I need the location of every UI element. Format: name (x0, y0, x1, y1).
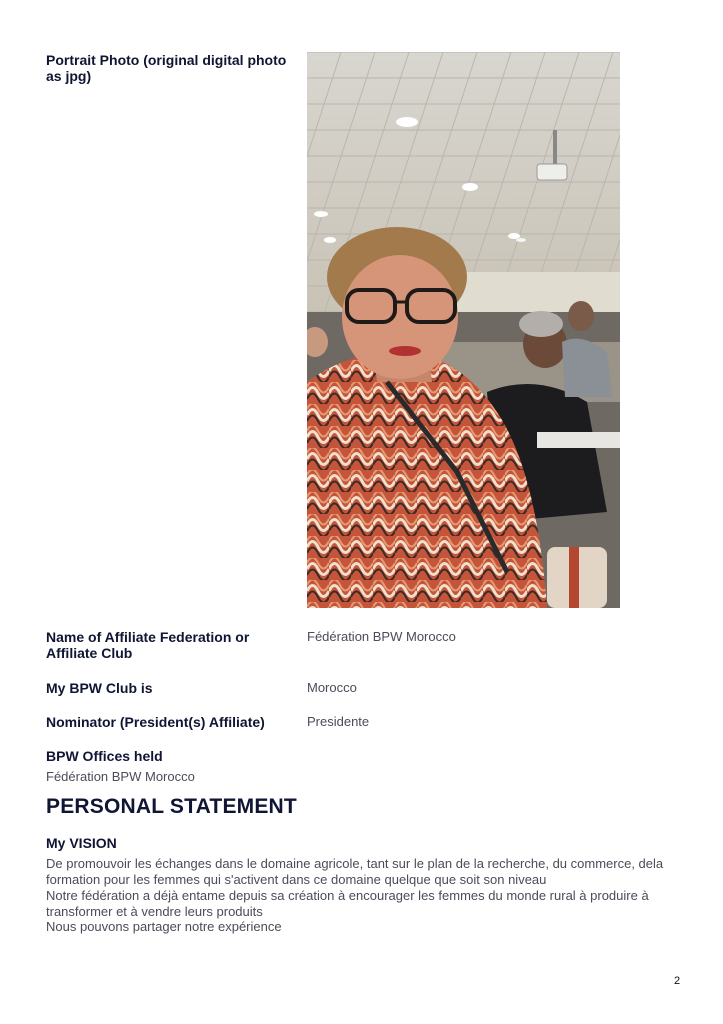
nominator-label: Nominator (President(s) Affiliate) (46, 714, 265, 730)
vision-paragraph: Nous pouvons partager notre expérience (46, 919, 282, 934)
photo-label: Portrait Photo (original digital photo as jpg) (46, 52, 287, 84)
vision-paragraph: Notre fédération a déjà entame depuis sa création à encourager les femmes du monde rural à produire à transformer et à vendre leurs produits (46, 888, 649, 919)
offices-value: Fédération BPW Morocco (46, 769, 195, 784)
page-number: 2 (674, 975, 681, 987)
club-label: My BPW Club is (46, 680, 153, 696)
affiliate-label: Name of Affiliate Federation or Affiliate Club (46, 629, 250, 661)
offices-label: BPW Offices held (46, 748, 163, 764)
vision-label: My VISION (46, 835, 117, 851)
section-title: PERSONAL STATEMENT (46, 795, 297, 818)
portrait-photo (307, 52, 620, 608)
nominator-value: Presidente (307, 714, 370, 729)
club-value: Morocco (307, 680, 357, 695)
affiliate-value: Fédération BPW Morocco (307, 629, 456, 644)
vision-paragraph: De promouvoir les échanges dans le domaine agricole, tant sur le plan de la recherche, du commerce, dela formation pour les femmes qui s'activent dans ce domaine quelque que soit son niveau (46, 856, 664, 887)
